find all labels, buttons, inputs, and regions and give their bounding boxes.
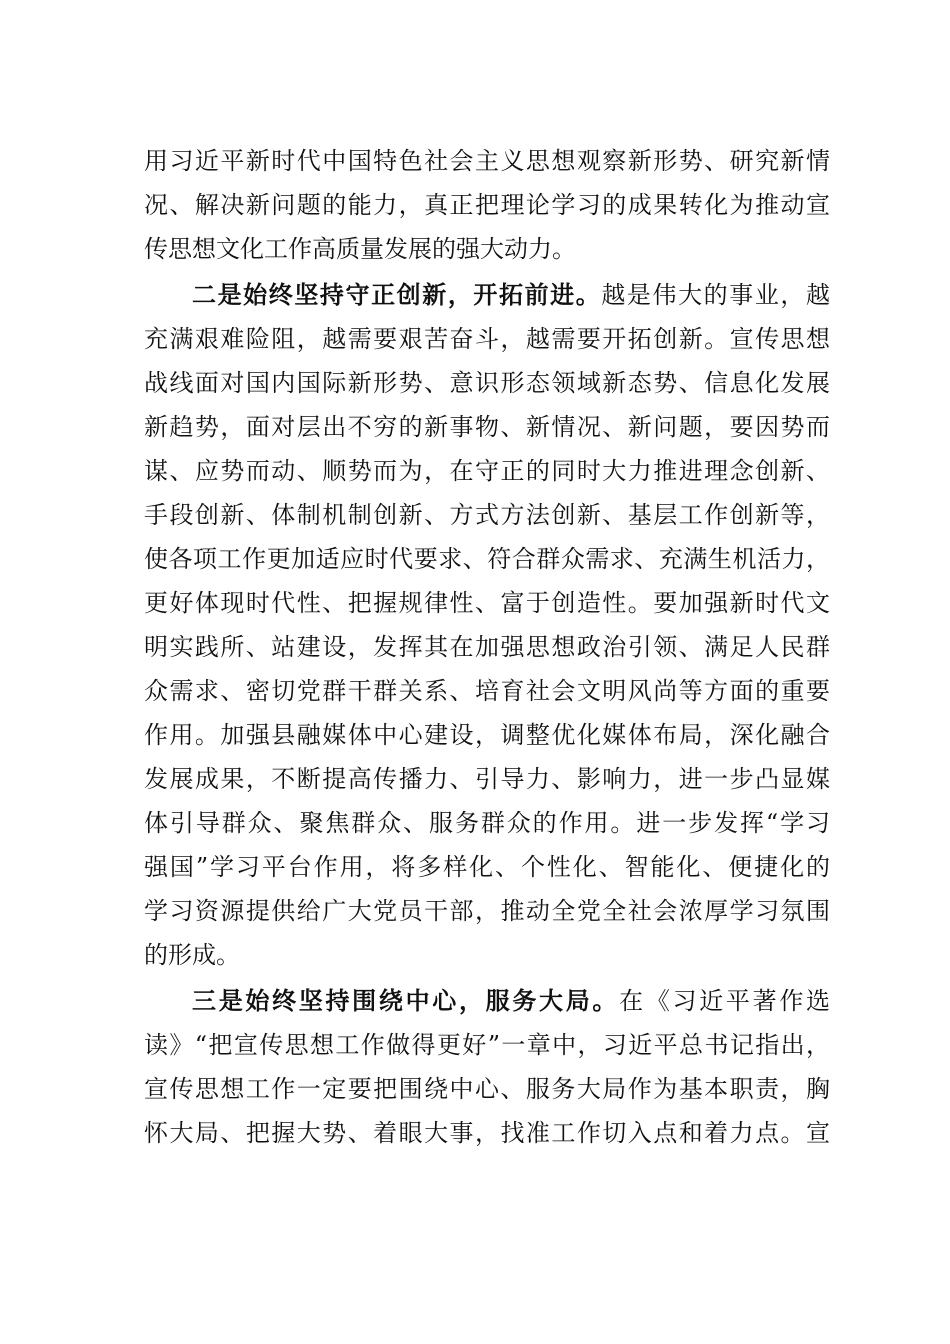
paragraph-2-line-1	[144, 273, 830, 317]
paragraph-3-line-1	[144, 979, 830, 1023]
paragraph-2-line-3: 战线面对国内国际新形势、意识形态领域新态势、信息化发展	[144, 369, 830, 397]
paragraph-3-heading: 三是始终坚持围绕中心，服务大局。	[192, 986, 620, 1015]
paragraph-1-line-2: 况、解决新问题的能力，真正把理论学习的成果转化为推动宣	[144, 191, 830, 219]
paragraph-2-line-6: 手段创新、体制机制创新、方式方法创新、基层工作创新等，	[144, 501, 830, 529]
paragraph-2	[144, 273, 830, 977]
paragraph-2-line-2: 充满艰难险阻，越需要艰苦奋斗，越需要开拓创新。宣传思想	[144, 325, 830, 353]
paragraph-2-line-4: 新趋势，面对层出不穷的新事物、新情况、新问题，要因势而	[144, 413, 830, 441]
paragraph-3-line-3: 宣传思想工作一定要把围绕中心、服务大局作为基本职责，胸	[144, 1075, 830, 1103]
paragraph-3	[144, 979, 830, 1155]
paragraph-1	[144, 139, 830, 271]
paragraph-2-line-15: 学习资源提供给广大党员干部，推动全党全社会浓厚学习氛围	[144, 897, 830, 925]
paragraph-2-line-9: 明实践所、站建设，发挥其在加强思想政治引领、满足人民群	[144, 633, 830, 661]
document-body	[144, 139, 830, 1155]
paragraph-2-heading: 二是始终坚持守正创新，开拓前进。	[192, 280, 602, 309]
paragraph-1-line-1: 用习近平新时代中国特色社会主义思想观察新形势、研究新情	[144, 147, 830, 175]
paragraph-3-line-4: 怀大局、把握大势、着眼大事，找准工作切入点和着力点。宣	[144, 1119, 830, 1147]
paragraph-2-line-12: 发展成果，不断提高传播力、引导力、影响力，进一步凸显媒	[144, 765, 830, 793]
paragraph-3-line-1-rest: 在《习近平著作选	[619, 987, 831, 1015]
paragraph-2-line-8: 更好体现时代性、把握规律性、富于创造性。要加强新时代文	[144, 589, 830, 617]
paragraph-2-line-11: 作用。加强县融媒体中心建设，调整优化媒体布局，深化融合	[144, 721, 830, 749]
paragraph-1-line-3: 传思想文化工作高质量发展的强大动力。	[144, 235, 576, 263]
paragraph-3-line-2: 读》“把宣传思想工作做得更好”一章中，习近平总书记指出，	[144, 1031, 830, 1059]
paragraph-2-line-5: 谋、应势而动、顺势而为，在守正的同时大力推进理念创新、	[144, 457, 830, 485]
paragraph-2-line-10: 众需求、密切党群干群关系、培育社会文明风尚等方面的重要	[144, 677, 830, 705]
paragraph-2-line-1-rest: 越是伟大的事业，越	[601, 281, 831, 309]
paragraph-2-line-7: 使各项工作更加适应时代要求、符合群众需求、充满生机活力，	[144, 545, 830, 573]
paragraph-2-line-16: 的形成。	[144, 941, 240, 969]
paragraph-2-line-14: 强国”学习平台作用，将多样化、个性化、智能化、便捷化的	[144, 853, 830, 881]
paragraph-2-line-13: 体引导群众、聚焦群众、服务群众的作用。进一步发挥“学习	[144, 809, 830, 837]
